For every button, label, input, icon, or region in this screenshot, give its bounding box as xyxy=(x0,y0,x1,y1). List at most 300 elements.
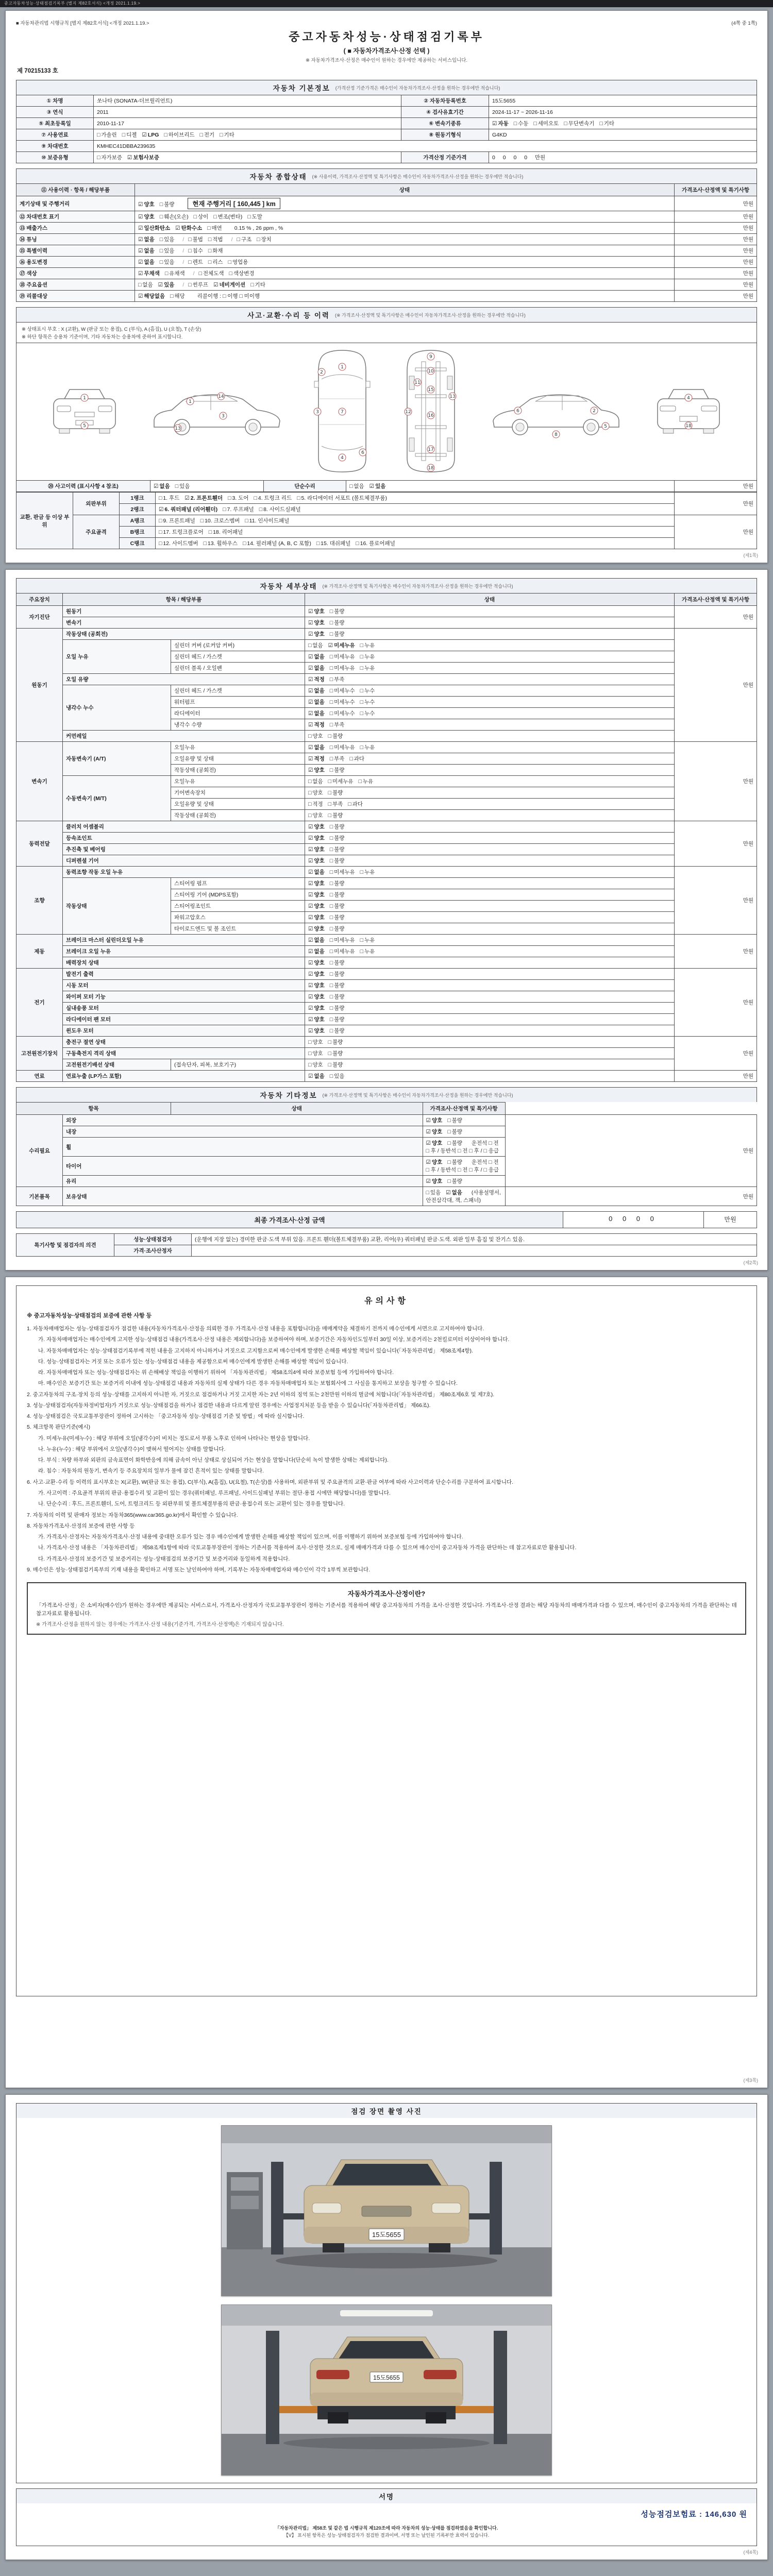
option-label: 불량 xyxy=(451,1129,462,1135)
column-header: 주요장치 xyxy=(16,594,63,606)
checkbox-glyph: □ xyxy=(360,710,363,717)
option-label: 불량 xyxy=(334,960,345,966)
option-label: 양호 xyxy=(314,824,325,830)
rank-label: A랭크 xyxy=(120,515,156,527)
checkbox-glyph: ☑ xyxy=(446,1190,451,1196)
checkbox-option xyxy=(308,823,325,831)
page-3 xyxy=(5,1277,768,2088)
checkbox-glyph: ☑ xyxy=(158,282,163,288)
simple-repair-options xyxy=(346,481,675,492)
checkbox-option xyxy=(426,1128,443,1136)
option-label: 리스 xyxy=(212,259,223,265)
checkbox-glyph: □ xyxy=(159,529,162,535)
checkbox-glyph: □ xyxy=(328,733,331,739)
section-title: 자동차 기타정보 xyxy=(260,1092,317,1099)
checkbox-option xyxy=(159,517,195,524)
checkbox-glyph: □ xyxy=(329,722,333,728)
checkbox-glyph: ☑ xyxy=(213,282,219,288)
checkbox-glyph: ☑ xyxy=(308,892,313,898)
car-front-view xyxy=(46,383,123,440)
checkbox-glyph: □ xyxy=(188,282,192,288)
item-label: ⑱ 주요옵션 xyxy=(16,279,135,291)
svg-text:1: 1 xyxy=(340,365,344,370)
checkbox-glyph: ☑ xyxy=(492,121,497,127)
checkbox-option xyxy=(330,607,345,615)
notice-paragraph: 7. 자동차의 이력 및 판매자 정보는 자동차365(www.car365.go.kr)에서 확인할 수 있습니다. xyxy=(27,1512,238,1518)
notice-paragraph: 나. 가격조사·산정 내용은 「자동차관리법」 제58조제1항에 따라 국토교통부장관이 정하는 기준서를 적용하여 조사·산정한 것으로, 실제 매매가격과 다를 수 있으며 매수인이 중고자동차 가격을 판단하는 데 참고자료로만 활용됩니다. xyxy=(38,1545,577,1551)
checkbox-glyph: ☑ xyxy=(138,225,143,231)
option-label: LPG xyxy=(147,132,159,138)
item-label: 오일 유량 xyxy=(63,674,305,685)
section-signature xyxy=(16,2488,757,2503)
option-label: 훼손(오손) xyxy=(164,214,189,220)
status-cell xyxy=(135,196,675,211)
checkbox-glyph: □ xyxy=(447,1117,451,1124)
extra-text: 운전석 □ 전 □ 후 / 동반석 □ 전 □ 후 / □ 응급 xyxy=(426,1140,499,1154)
option-label: 부족 xyxy=(334,756,345,762)
checkbox-glyph: □ xyxy=(308,812,312,819)
state-code-legend xyxy=(16,322,757,343)
checkbox-option xyxy=(308,777,323,785)
checkbox-glyph: □ xyxy=(329,767,333,773)
checkbox-option xyxy=(138,269,160,277)
checkbox-glyph: □ xyxy=(426,1190,429,1196)
device-group-label: 전기 xyxy=(16,969,63,1037)
checkbox-option xyxy=(360,947,375,955)
option-label: 전기 xyxy=(204,132,215,138)
status-cell xyxy=(305,1048,675,1059)
field-label: ② 자동차등록번호 xyxy=(401,95,489,107)
section-accident-history xyxy=(16,307,757,322)
item-label: 브레이크 오일 누유 xyxy=(63,946,305,957)
checkbox-option xyxy=(330,721,345,728)
checkbox-glyph: □ xyxy=(360,688,363,694)
status-cell xyxy=(135,257,675,268)
part-label: 오일유량 및 상태 xyxy=(171,753,305,765)
svg-text:1: 1 xyxy=(82,396,86,401)
status-cell xyxy=(305,617,675,629)
item-label: 작동상태 (공회전) xyxy=(63,629,305,640)
checkbox-option xyxy=(330,857,345,865)
option-label: 양호 xyxy=(431,1178,443,1184)
checkbox-option xyxy=(308,993,325,1001)
option-label: 미세누유 xyxy=(334,642,355,649)
item-label: 추진축 및 베어링 xyxy=(63,844,305,855)
checkbox-option xyxy=(208,247,223,255)
checkbox-option xyxy=(138,247,155,255)
detail-row xyxy=(16,606,757,617)
checkbox-glyph: □ xyxy=(360,937,363,943)
notice-paragraph: 8. 자동차가격조사·산정의 보증에 관한 사항 등 xyxy=(27,1522,135,1529)
checkbox-glyph: □ xyxy=(329,688,333,694)
option-label: 미세누수 xyxy=(334,710,355,717)
checkbox-option xyxy=(360,641,375,649)
option-label: 있음 xyxy=(334,1073,345,1079)
option-label: 없음 xyxy=(314,869,325,875)
checkbox-glyph: □ xyxy=(447,1140,451,1146)
detail-row xyxy=(16,731,757,742)
checkbox-option xyxy=(165,269,185,277)
checkbox-option xyxy=(200,131,215,139)
checkbox-glyph: □ xyxy=(329,960,333,966)
checkbox-glyph: □ xyxy=(329,824,333,830)
option-label: 8. 사이드실패널 xyxy=(263,506,301,513)
checkbox-option xyxy=(308,687,325,694)
item-label: 윈도우 모터 xyxy=(63,1025,305,1037)
overall-condition-table xyxy=(16,183,757,302)
option-label: 양호 xyxy=(314,1016,325,1023)
item-label: 냉각수 누수 xyxy=(63,685,171,731)
option-label: 불량 xyxy=(332,1062,343,1068)
overall-row xyxy=(16,211,757,223)
detail-row xyxy=(16,821,757,833)
option-label: 불량 xyxy=(334,982,345,989)
checkbox-glyph: □ xyxy=(328,1050,331,1057)
part-label: 라디에이터 xyxy=(171,708,305,719)
checkbox-glyph: □ xyxy=(329,858,333,864)
section-note: (※ 사용이력, 가격조사·산정액 및 특기사항은 매수인이 자동차가격조사·산정을 원하는 경우에만 적습니다) xyxy=(312,174,524,179)
rank-row xyxy=(16,493,757,504)
checkbox-glyph: □ xyxy=(513,121,517,127)
detail-row xyxy=(16,969,757,980)
checkbox-glyph: ☑ xyxy=(142,132,147,138)
checkbox-glyph: ☑ xyxy=(308,994,313,1000)
checkbox-glyph: □ xyxy=(328,1039,331,1045)
item-label: 와이퍼 모터 기능 xyxy=(63,991,305,1003)
checkbox-glyph: ☑ xyxy=(138,270,143,277)
etc-info-table xyxy=(16,1102,757,1206)
detail-row xyxy=(16,980,757,991)
option-label: 무단변속기 xyxy=(568,121,595,127)
checkbox-option xyxy=(308,925,325,933)
option-label: 2. 프론트휀더 xyxy=(190,495,223,501)
checkbox-option xyxy=(330,675,345,683)
option-label: 미세누유 xyxy=(334,744,355,751)
checkbox-option xyxy=(348,800,363,808)
checkbox-glyph: ☑ xyxy=(308,699,313,705)
checkbox-glyph: □ xyxy=(175,483,179,489)
checkbox-option xyxy=(446,1189,462,1196)
checkbox-option xyxy=(245,517,289,524)
page-number: (제3쪽) xyxy=(743,2078,758,2083)
checkbox-glyph: □ xyxy=(164,132,167,138)
checkbox-option xyxy=(138,200,155,208)
option-label: 있음 xyxy=(164,259,175,265)
option-label: 색상변경 xyxy=(233,270,255,277)
detail-row xyxy=(16,935,757,946)
option-label: 매연 xyxy=(211,225,222,231)
checkbox-option xyxy=(247,213,262,221)
field-label: ① 차명 xyxy=(16,95,94,107)
rank-parts xyxy=(156,493,675,504)
status-cell xyxy=(423,1115,505,1126)
checkbox-glyph: □ xyxy=(250,282,254,288)
notice-paragraph: 3. 성능·상태점검자(자동차정비업자)가 거짓으로 성능·상태점검을 하거나 점검한 내용과 다르게 알린 경우에는 사업정지처분 등을 받을 수 있습니다(「자동차관리법」 제66조). xyxy=(27,1402,431,1409)
item-label: 시동 모터 xyxy=(63,980,305,991)
option-label: 미세누유 xyxy=(334,937,355,943)
item-label: 발전기 출력 xyxy=(63,969,305,980)
column-header: 상태 xyxy=(171,1103,423,1115)
option-label: 불량 xyxy=(334,1016,345,1023)
page-number: (제1쪽) xyxy=(743,553,758,558)
checkbox-glyph: □ xyxy=(328,801,331,807)
checkbox-option xyxy=(308,743,325,751)
option-label: 불량 xyxy=(334,858,345,864)
checkbox-option xyxy=(328,732,343,740)
checkbox-glyph: □ xyxy=(170,293,174,299)
checkbox-option xyxy=(308,641,323,649)
status-cell xyxy=(305,787,675,799)
checkbox-option xyxy=(308,1072,325,1080)
option-group xyxy=(193,269,260,277)
checkbox-glyph: ☑ xyxy=(308,665,313,671)
checkbox-glyph: ☑ xyxy=(138,214,143,220)
checkbox-option xyxy=(209,528,243,536)
checkbox-option xyxy=(328,800,343,808)
option-group xyxy=(182,281,270,289)
checkbox-option xyxy=(97,131,117,139)
section-note: (※ 가격조사·산정액 및 특기사항은 매수인이 자동차가격조사·산정을 원하는 경우에만 적습니다) xyxy=(322,1092,513,1098)
option-label: 적정 xyxy=(312,801,323,807)
svg-text:3: 3 xyxy=(315,410,319,415)
device-group-label: 고전원전기장치 xyxy=(16,1037,63,1071)
option-label: 부족 xyxy=(334,676,345,683)
checkbox-option xyxy=(330,630,345,638)
detail-row xyxy=(16,617,757,629)
checkbox-glyph: ☑ xyxy=(369,483,375,489)
price-cell: 만원 xyxy=(675,493,757,515)
checkbox-glyph: □ xyxy=(200,518,204,524)
detail-row xyxy=(16,855,757,867)
section-basic-info xyxy=(16,80,757,95)
notice-paragraph: 6. 사고·교환·수리 등 이력의 표시부호는 X(교환), W(판금 또는 용접), C(부식), A(흠집), U(요철), T(손상)를 사용하며, 외판부위 및 주요골격의 교환·판금 여부에 따라 사고이력과 단순수리를 구분하여 표시합니다. xyxy=(27,1479,514,1485)
part-label: 오일누유 xyxy=(171,742,305,753)
option-label: 불량 xyxy=(451,1178,462,1184)
checkbox-glyph: □ xyxy=(159,495,162,501)
part-label: 실린더 헤드 / 가스켓 xyxy=(171,685,305,697)
checkbox-glyph: □ xyxy=(259,506,263,513)
notice-paragraph: 다. 성능·상태점검자는 거짓 또는 오류가 있는 성능·상태점검 내용을 제공함으로써 매수인에게 발생한 손해를 배상할 책임이 있습니다. xyxy=(38,1358,348,1365)
option-label: 없음 xyxy=(144,236,155,243)
notice-paragraph: 나. 누유(누수) : 해당 부위에서 오일(냉각수)이 맺혀서 떨어지는 상태를 말합니다. xyxy=(38,1446,226,1452)
checkbox-option xyxy=(328,811,343,819)
part-label: 오일누유 xyxy=(171,776,305,787)
checkbox-glyph: ☑ xyxy=(308,914,313,921)
option-label: 양호 xyxy=(314,846,325,853)
item-label: 외장 xyxy=(63,1115,423,1126)
checkbox-option xyxy=(308,1038,323,1046)
checkbox-glyph: □ xyxy=(329,710,333,717)
checkbox-option xyxy=(360,743,375,751)
item-label: 타이어 xyxy=(63,1157,423,1176)
checkbox-option xyxy=(308,1049,323,1057)
overall-row xyxy=(16,257,757,268)
checkbox-glyph: □ xyxy=(329,676,333,683)
detail-row xyxy=(16,991,757,1003)
option-label: 자가보증 xyxy=(101,155,122,161)
checkbox-glyph: ☑ xyxy=(184,495,190,501)
checkbox-glyph: ☑ xyxy=(138,259,143,265)
option-label: 유채색 xyxy=(169,270,185,277)
svg-text:13: 13 xyxy=(449,394,456,399)
section-note: (가격산정 기준가격은 매수인이 자동차가격조사·산정을 원하는 경우에만 적습니다) xyxy=(335,85,500,91)
checkbox-option xyxy=(208,235,223,243)
detail-row xyxy=(16,742,757,753)
checkbox-option xyxy=(213,281,245,289)
option-label: 과다 xyxy=(354,756,364,762)
checkbox-option xyxy=(426,1177,443,1185)
accident-flags-table xyxy=(16,480,757,492)
checkbox-glyph: □ xyxy=(329,620,333,626)
checkbox-option xyxy=(330,993,345,1001)
detail-row xyxy=(16,1014,757,1025)
car-side-view-right xyxy=(489,381,623,443)
checkbox-glyph: □ xyxy=(97,132,100,138)
etc-row xyxy=(16,1187,757,1206)
field-label: ⑤ 최초등록일 xyxy=(16,118,94,129)
viewer-top-bar xyxy=(0,0,773,7)
checkbox-glyph: □ xyxy=(329,1005,333,1011)
checkbox-glyph: □ xyxy=(254,495,257,501)
checkbox-glyph: □ xyxy=(360,744,363,751)
inspection-period-value: 2024-11-17 ~ 2026-11-16 xyxy=(489,107,757,118)
checkbox-option xyxy=(330,698,355,706)
column-header: 가격조사·산정액 및 특기사항 xyxy=(675,184,757,196)
option-group xyxy=(182,247,228,255)
checkbox-option xyxy=(330,845,345,853)
item-label: 클러치 어셈블리 xyxy=(63,821,305,833)
part-label: 실린더 블록 / 오일팬 xyxy=(171,663,305,674)
checkbox-glyph: ☑ xyxy=(308,722,313,728)
option-label: 누유 xyxy=(364,642,375,649)
notice-paragraph: 마. 매수인은 보증기간 또는 보증거리 이내에 성능·상태점검 내용과 자동차의 실제 상태가 다른 경우 자동차매매업자 또는 보험회사에 그 사실을 통지하고 보상을 청구할 수 있습니다. xyxy=(38,1380,458,1387)
option-label: 3. 도어 xyxy=(232,495,249,501)
item-label: 디퍼렌셜 기어 xyxy=(63,855,305,867)
option-label: 해당 xyxy=(174,293,185,299)
option-label: 18. 리어패널 xyxy=(213,529,243,535)
checkbox-glyph: □ xyxy=(599,121,603,127)
option-label: 양호 xyxy=(144,214,155,220)
checkbox-glyph: □ xyxy=(329,869,333,875)
option-label: 수동 xyxy=(518,121,529,127)
checkbox-glyph: □ xyxy=(208,529,212,535)
panel-group-label: 주요골격 xyxy=(73,515,120,549)
checkbox-option xyxy=(330,755,345,762)
checkbox-option xyxy=(360,687,375,694)
option-label: 17. 트렁크플로어 xyxy=(163,529,204,535)
option-label: 양호 xyxy=(314,994,325,1000)
legend-line: ※ 상태표시 부호 : X (교환), W (판금 또는 용접), C (부식), A (흠집), U (요철), T (손상) xyxy=(22,327,201,332)
section-photos xyxy=(16,2103,757,2118)
checkbox-option xyxy=(308,981,325,989)
checkbox-glyph: □ xyxy=(356,540,359,547)
engine-type-value: G4KD xyxy=(489,129,757,141)
checkbox-glyph: □ xyxy=(207,225,211,231)
price-cell: 만원 xyxy=(675,821,757,867)
status-cell xyxy=(305,685,675,697)
option-label: 하이브리드 xyxy=(168,132,195,138)
notice-paragraph: 가. 가격조사·산정자는 자동차가격조사·산정 내용에 중대한 오류가 있는 경우 매수인에게 발생한 손해를 배상할 책임이 있으며, 이를 이행하기 위하여 보증보험 등에 가입하여야 합니다. xyxy=(38,1534,463,1540)
insurance-value: 146,630 원 xyxy=(705,2510,747,2519)
option-label: 누유 xyxy=(362,778,374,785)
column-header: 가격조사·산정액 및 특기사항 xyxy=(675,594,757,606)
option-label: 양호 xyxy=(314,926,325,932)
option-label: 적법 xyxy=(212,236,223,243)
checkbox-option xyxy=(308,845,325,853)
status-cell xyxy=(135,234,675,245)
option-label: 네비게이션 xyxy=(219,282,246,288)
checkbox-option xyxy=(308,947,325,955)
checkbox-option xyxy=(159,494,179,502)
document-viewer xyxy=(0,7,773,2570)
option-group xyxy=(231,235,277,243)
item-label: 변속기 xyxy=(63,617,305,629)
notice-paragraph: 나. 단순수리 : 후드, 프론트휀더, 도어, 트렁크리드 등 외판부위 및 볼트체결부품의 판금·용접수리 또는 교환이 있는 경우를 말합니다. xyxy=(38,1501,345,1507)
overall-row xyxy=(16,291,757,302)
checkbox-option xyxy=(308,698,325,706)
checkbox-glyph: □ xyxy=(188,248,192,254)
checkbox-glyph: □ xyxy=(360,869,363,875)
option-label: 침수 xyxy=(192,248,203,254)
checkbox-option xyxy=(308,755,325,762)
option-label: 상이 xyxy=(197,214,209,220)
section-title: 사고·교환·수리 등 이력 xyxy=(247,312,330,319)
opinion-role: 가격·조사산정자 xyxy=(114,1245,192,1257)
option-label: 양호 xyxy=(314,1005,325,1011)
price-cell: 만원 xyxy=(675,969,757,1037)
option-label: 13. 휠하우스 xyxy=(207,540,238,547)
checkbox-option xyxy=(308,619,325,626)
page-number: (제2쪽) xyxy=(743,1260,758,1265)
part-label: 냉각수 수량 xyxy=(171,719,305,731)
checkbox-glyph: ☑ xyxy=(154,483,159,489)
checkbox-glyph: □ xyxy=(329,971,333,977)
device-group-label: 제동 xyxy=(16,935,63,969)
option-group xyxy=(138,292,190,300)
checkbox-option xyxy=(447,1128,462,1136)
option-label: 15. 대쉬패널 xyxy=(321,540,351,547)
checkbox-glyph: □ xyxy=(360,699,363,705)
option-label: 14. 필러패널 (A, B, C 포함) xyxy=(247,540,311,547)
checkbox-option xyxy=(328,1061,343,1069)
option-label: 양호 xyxy=(144,201,155,208)
price-cell: 만원 xyxy=(675,629,757,742)
option-label: 있음 xyxy=(164,282,175,288)
checkbox-option xyxy=(330,834,345,842)
checkbox-glyph: □ xyxy=(329,880,333,887)
svg-text:11: 11 xyxy=(414,380,421,385)
checkbox-option xyxy=(330,653,355,660)
option-label: 불량 xyxy=(334,971,345,977)
checkbox-option xyxy=(160,213,189,221)
item-label: ⑲ 리콜대상 xyxy=(16,291,135,302)
price-cell: 만원 xyxy=(675,1037,757,1071)
option-label: 자동 xyxy=(498,121,509,127)
option-label: 없음 xyxy=(314,654,325,660)
part-label: 실린더 커버 (로커암 커버) xyxy=(171,640,305,651)
option-label: 도말 xyxy=(251,214,262,220)
detail-row xyxy=(16,844,757,855)
checkbox-option xyxy=(308,913,325,921)
svg-text:2: 2 xyxy=(320,370,323,375)
checkbox-glyph: ☑ xyxy=(138,293,143,299)
svg-text:6: 6 xyxy=(516,409,519,414)
option-label: 적정 xyxy=(314,756,325,762)
status-cell xyxy=(305,663,675,674)
svg-text:4: 4 xyxy=(340,455,344,461)
simple-repair-label: 단순수리 xyxy=(264,481,346,492)
checkbox-glyph: □ xyxy=(223,506,226,513)
